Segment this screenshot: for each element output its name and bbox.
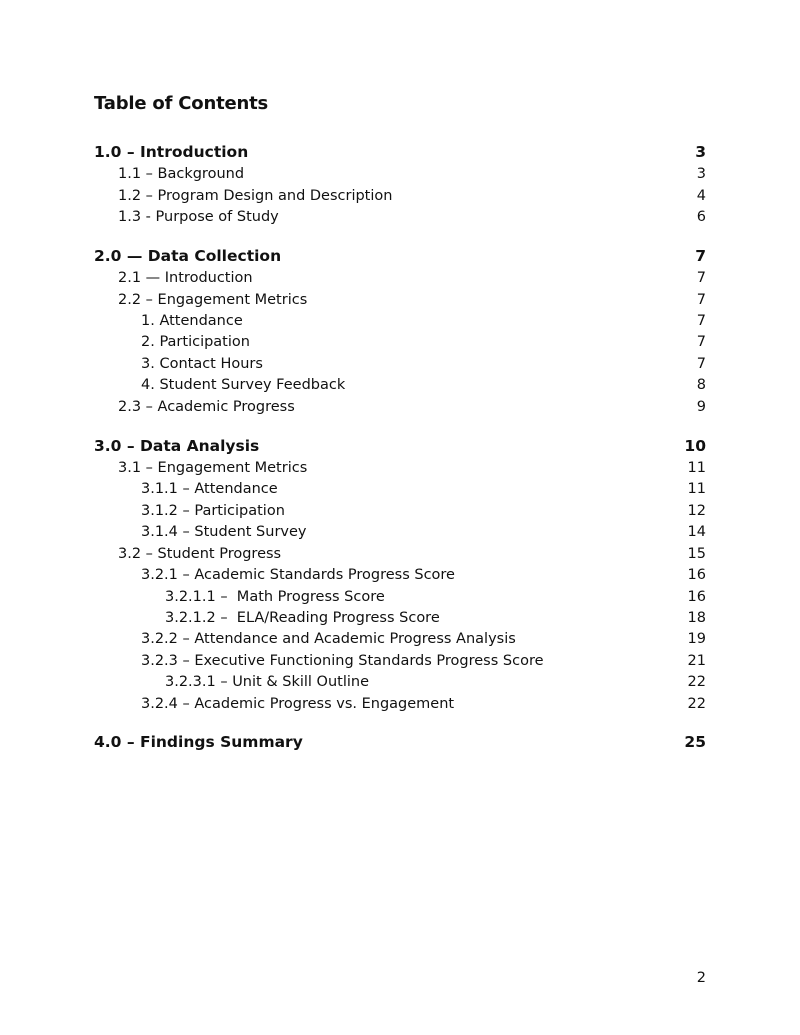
toc-section-heading[interactable]: [94, 141, 706, 163]
toc-entry[interactable]: [94, 163, 706, 185]
toc-entry-page: 22: [687, 674, 706, 690]
toc-entry-label: 3.2 – Student Progress: [118, 546, 282, 562]
toc-entry-label: 3.2.4 – Academic Progress vs. Engagement: [141, 696, 455, 712]
toc-entry-page: 3: [696, 166, 706, 182]
toc-section-heading[interactable]: [94, 731, 706, 753]
toc-entry[interactable]: [94, 478, 706, 500]
toc-entry-label: 2.1 — Introduction: [118, 270, 253, 286]
toc-entry[interactable]: [94, 671, 706, 693]
toc-section-heading[interactable]: [94, 245, 706, 267]
toc-entry-page: 7: [696, 334, 706, 350]
toc-entry-page: 9: [696, 399, 706, 415]
toc-entry[interactable]: [94, 267, 706, 289]
toc-entry-page: 14: [687, 524, 706, 540]
toc-entry-label: 2.0 — Data Collection: [94, 247, 282, 265]
toc-entry-label: 4.0 – Findings Summary: [94, 733, 303, 751]
toc-entry[interactable]: [94, 374, 706, 396]
toc-entry-page: 7: [695, 247, 706, 265]
toc-entry[interactable]: [94, 650, 706, 672]
page-number: 2: [696, 970, 706, 986]
toc-entry[interactable]: [94, 310, 706, 332]
toc-entry-label: 3.2.1.1 – Math Progress Score: [165, 589, 385, 605]
toc-entry[interactable]: [94, 564, 706, 586]
toc-entry-label: 3.2.1.2 – ELA/Reading Progress Score: [165, 610, 440, 626]
toc-entry[interactable]: [94, 521, 706, 543]
toc-entry-page: 18: [687, 610, 706, 626]
toc-entry-page: 12: [687, 503, 706, 519]
toc-entry-page: 10: [684, 437, 706, 455]
toc-entry-page: 4: [696, 188, 706, 204]
toc-entry-label: 1.1 – Background: [118, 166, 245, 182]
toc-entry[interactable]: [94, 396, 706, 418]
toc-entry[interactable]: [94, 185, 706, 207]
toc-entry-label: 1. Attendance: [141, 313, 243, 329]
toc-entry[interactable]: [94, 543, 706, 565]
toc-entry-label: 2. Participation: [141, 334, 250, 350]
toc-entry-label: 2.2 – Engagement Metrics: [118, 292, 308, 308]
toc-entry-page: 16: [687, 589, 706, 605]
toc-entry-label: 1.2 – Program Design and Description: [118, 188, 393, 204]
toc-entry-label: 4. Student Survey Feedback: [141, 377, 346, 393]
toc-entry[interactable]: [94, 289, 706, 311]
toc-entry-page: 7: [696, 356, 706, 372]
toc-entry-label: 2.3 – Academic Progress: [118, 399, 295, 415]
toc-entry-label: 1.0 – Introduction: [94, 143, 249, 161]
toc-entry-page: 7: [696, 270, 706, 286]
toc-entry[interactable]: [94, 500, 706, 522]
toc-entry-label: 3.2.3 – Executive Functioning Standards Progress Score: [141, 653, 544, 669]
toc-entry-page: 15: [687, 546, 706, 562]
toc-entry[interactable]: [94, 457, 706, 479]
toc-entry-page: 25: [684, 733, 706, 751]
toc-entry[interactable]: [94, 628, 706, 650]
toc-entry-page: 22: [687, 696, 706, 712]
toc-entry-page: 19: [687, 631, 706, 647]
toc-entry[interactable]: [94, 331, 706, 353]
toc-entry[interactable]: [94, 693, 706, 715]
toc-entry-label: 3.2.3.1 – Unit & Skill Outline: [165, 674, 369, 690]
toc-entry-page: 7: [696, 292, 706, 308]
toc-entry-label: 3.1 – Engagement Metrics: [118, 460, 308, 476]
toc-entry-label: 3.2.2 – Attendance and Academic Progress Analysis: [141, 631, 516, 647]
toc-entry-page: 11: [687, 460, 706, 476]
toc-entry-page: 16: [687, 567, 706, 583]
toc-entry-label: 3.1.2 – Participation: [141, 503, 285, 519]
page-title: Table of Contents: [94, 93, 269, 114]
toc-entry-page: 11: [687, 481, 706, 497]
toc-section-heading[interactable]: [94, 435, 706, 457]
toc-entry-page: 7: [696, 313, 706, 329]
toc-entry[interactable]: [94, 607, 706, 629]
toc-entry-label: 3.1.4 – Student Survey: [141, 524, 307, 540]
toc-entry[interactable]: [94, 353, 706, 375]
toc-entry-page: 3: [695, 143, 706, 161]
toc-entry-page: 21: [687, 653, 706, 669]
toc-entry-page: 8: [696, 377, 706, 393]
toc-entry[interactable]: [94, 586, 706, 608]
toc-entry-label: 1.3 - Purpose of Study: [118, 209, 279, 225]
toc-entry-label: 3. Contact Hours: [141, 356, 263, 372]
toc-entry-label: 3.0 – Data Analysis: [94, 437, 260, 455]
toc-entry-label: 3.2.1 – Academic Standards Progress Score: [141, 567, 455, 583]
toc-entry[interactable]: [94, 206, 706, 228]
toc-entry-page: 6: [696, 209, 706, 225]
toc-entry-label: 3.1.1 – Attendance: [141, 481, 278, 497]
